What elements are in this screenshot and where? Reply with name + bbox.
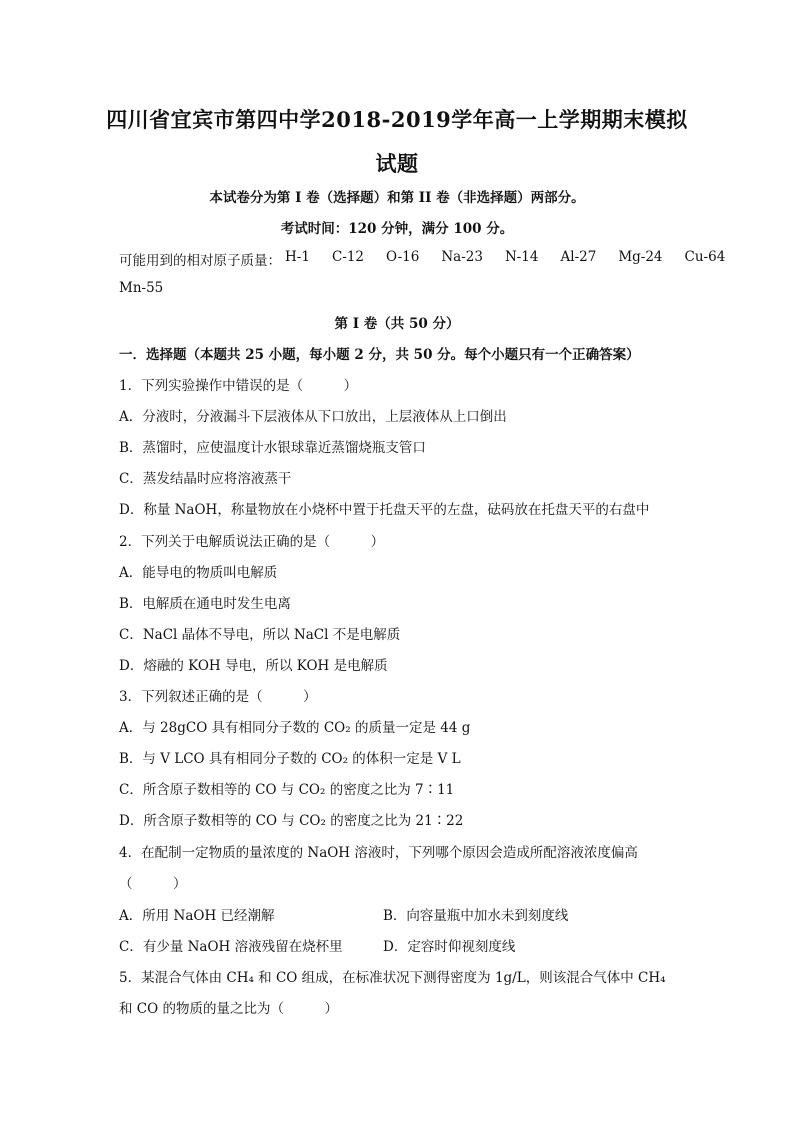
question-option: B．向容量瓶中加水未到刻度线 (383, 908, 569, 924)
question-option: D．称量 NaOH，称量物放在小烧杯中置于托盘天平的左盘，砝码放在托盘天平的右盘中 (119, 502, 650, 518)
atomic-masses-line (119, 249, 726, 269)
question-option: D．定容时仰视刻度线 (383, 939, 516, 955)
question-option: A．与 28gCO 具有相同分子数的 CO₂ 的质量一定是 44 g (119, 720, 471, 736)
question-option: A．所用 NaOH 已经潮解 (119, 908, 275, 924)
question-option: C．有少量 NaOH 溶液残留在烧杯里 (119, 939, 343, 955)
question-stem: 2．下列关于电解质说法正确的是（ ） (119, 534, 385, 550)
question-stem-continued: 和 CO 的物质的量之比为（ ） (119, 1001, 338, 1017)
page-title: 四川省宜宾市第四中学2018-2019学年高一上学期期末模拟 (106, 107, 688, 132)
exam-time-note: 考试时间：120 分钟，满分 100 分。 (280, 221, 514, 237)
question-stem: 5．某混合气体由 CH₄ 和 CO 组成，在标准状况下测得密度为 1g/L，则该混合气体中 CH₄ (119, 970, 666, 986)
atomic-mass-item: Mg-24 (618, 249, 663, 265)
atomic-mass-item: C-12 (331, 249, 365, 265)
atomic-masses-label: 可能用到的相对原子质量： (119, 253, 281, 269)
atomic-mass-item: N-14 (504, 249, 539, 265)
question-option: C．蒸发结晶时应将溶液蒸干 (119, 471, 292, 487)
question-option: D．所含原子数相等的 CO 与 CO₂ 的密度之比为 21∶22 (119, 813, 464, 829)
atomic-mass-item-overflow: Mn-55 (119, 280, 164, 296)
atomic-mass-item: O-16 (386, 249, 420, 265)
question-option: C．NaCl 晶体不导电，所以 NaCl 不是电解质 (119, 627, 401, 643)
question-option: B．电解质在通电时发生电离 (119, 596, 291, 612)
atomic-mass-item: Na-23 (441, 249, 483, 265)
question-option: B．蒸馏时，应使温度计水银球靠近蒸馏烧瓶支管口 (119, 440, 426, 456)
section-heading: 第 I 卷（共 50 分） (334, 316, 460, 332)
atomic-mass-item: Cu-64 (684, 249, 726, 265)
atomic-mass-item: Al-27 (560, 249, 597, 265)
question-stem: 4．在配制一定物质的量浓度的 NaOH 溶液时，下列哪个原因会造成所配溶液浓度偏高 (119, 845, 638, 861)
question-option: A．能导电的物质叫电解质 (119, 565, 278, 581)
atomic-mass-item: H-1 (285, 249, 310, 265)
exam-structure-note: 本试卷分为第 I 卷（选择题）和第 II 卷（非选择题）两部分。 (209, 190, 585, 206)
question-option: A．分液时，分液漏斗下层液体从下口放出，上层液体从上口倒出 (119, 409, 507, 425)
question-stem: 1．下列实验操作中错误的是（ ） (119, 378, 358, 394)
question-option: B．与 V LCO 具有相同分子数的 CO₂ 的体积一定是 V L (119, 751, 461, 767)
question-option: D．熔融的 KOH 导电，所以 KOH 是电解质 (119, 658, 388, 674)
question-option: C．所含原子数相等的 CO 与 CO₂ 的密度之比为 7∶11 (119, 782, 455, 798)
question-stem: 3．下列叙述正确的是（ ） (119, 689, 317, 705)
question-stem-continued: （ ） (119, 876, 187, 892)
page-title-continued: 试题 (375, 151, 419, 176)
section-instruction: 一．选择题（本题共 25 小题，每小题 2 分，共 50 分。每个小题只有一个正确答案） (119, 347, 640, 363)
